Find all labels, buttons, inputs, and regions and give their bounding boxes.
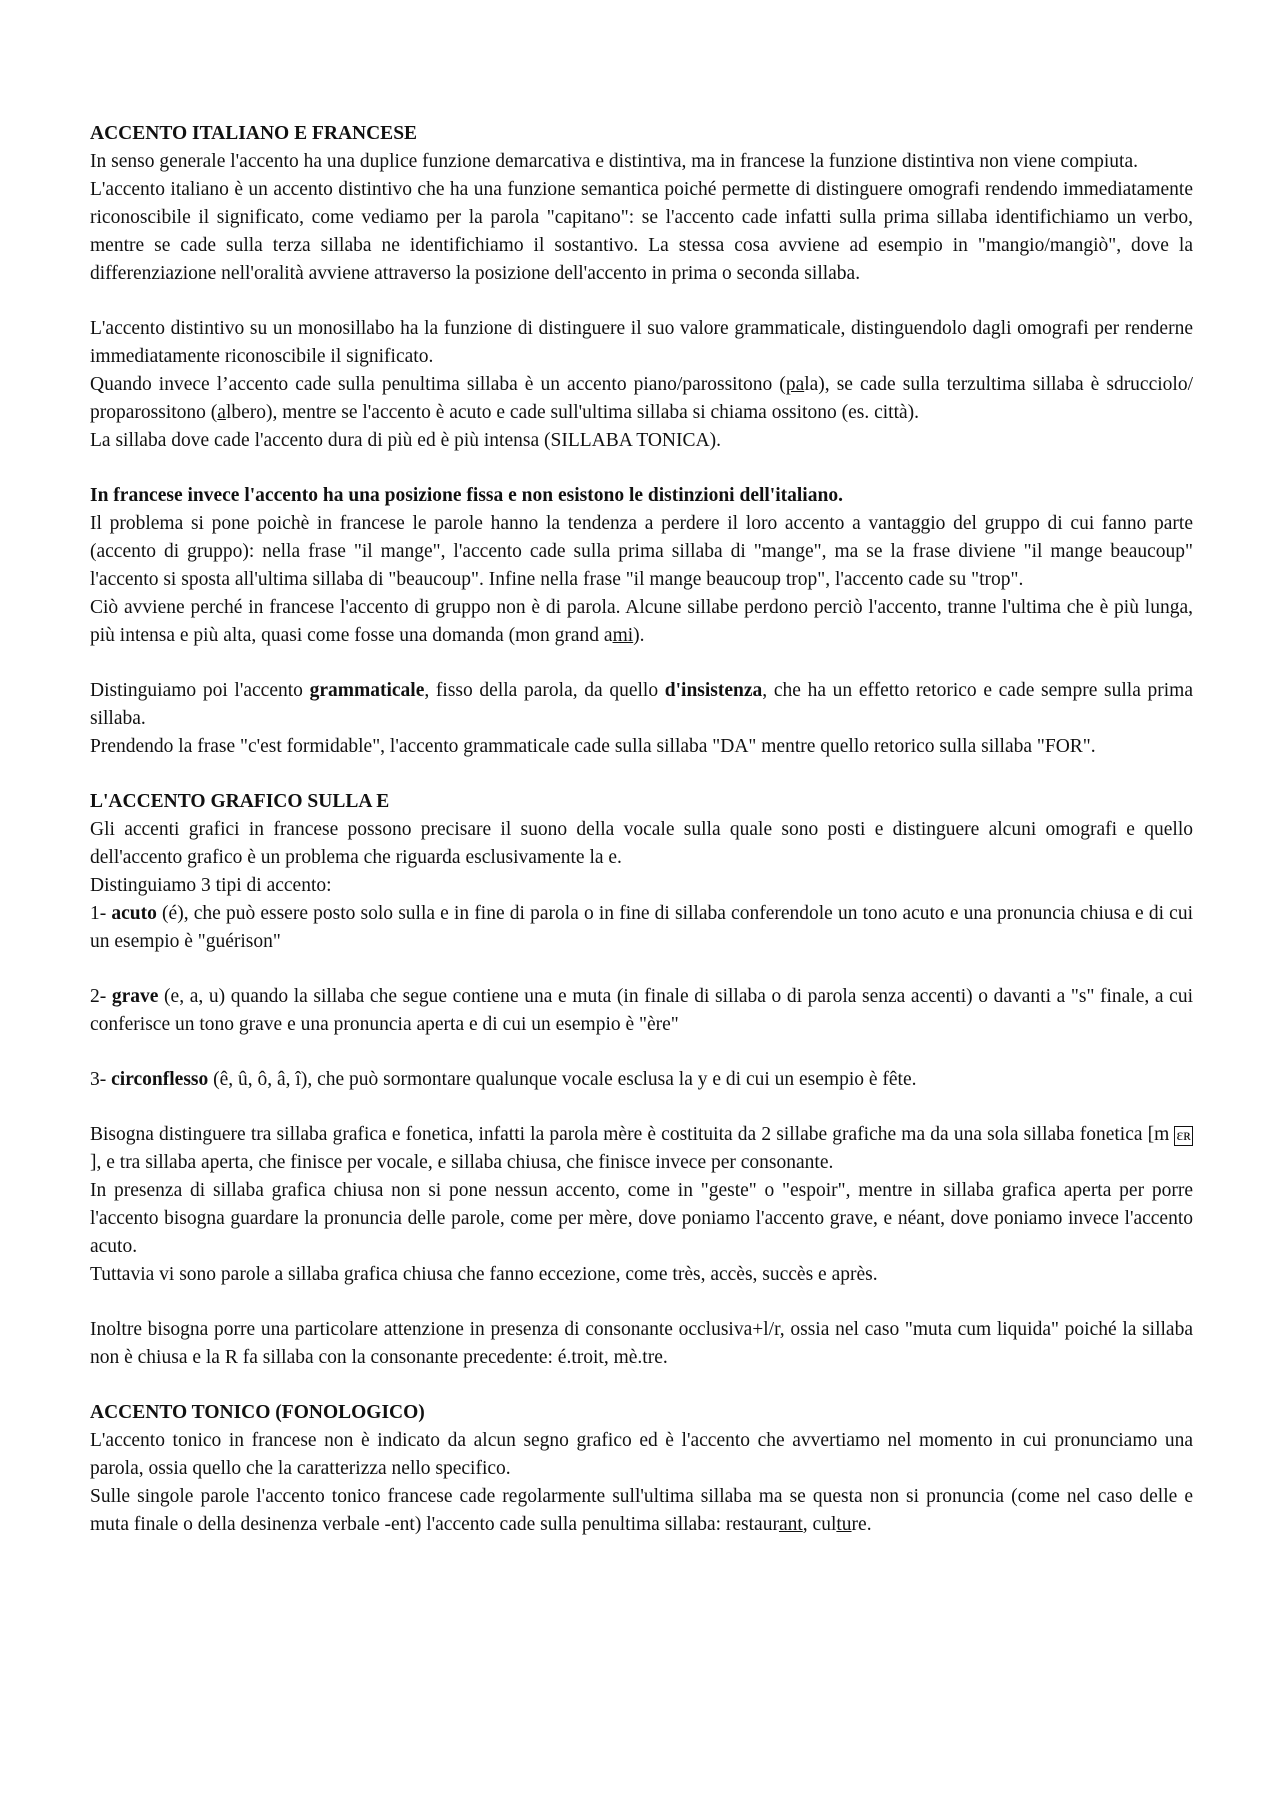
ipa-transcription: ɛʀ: [1176, 1127, 1191, 1144]
paragraph: L'accento distintivo su un monosillabo ha la funzione di distinguere il suo valore grammaticale, distinguendolo dagli omografi per renderne immediatamente riconoscibile il significato.: [90, 318, 1193, 367]
bold-text: In francese invece l'accento ha una posizione fissa e non esistono le distinzioni dell'italiano.: [90, 485, 843, 506]
spacer: [90, 1289, 1193, 1316]
paragraph: [90, 371, 1193, 427]
text-run: , cul: [802, 1514, 837, 1535]
paragraph: La sillaba dove cade l'accento dura di più ed è più intensa (SILLABA TONICA).: [90, 430, 721, 451]
paragraph: In presenza di sillaba grafica chiusa non si pone nessun accento, come in "geste" o "espoir", mentre in sillaba grafica aperta per porre l'accento bisogna guardare la pronuncia delle parole, come per mère, dove poniamo l'accento grave, e néant, dove poniamo invece l'accento acuto.: [90, 1180, 1193, 1257]
text-run: (ê, û, ô, â, î), che può sormontare qualunque vocale esclusa la y e di cui un esempio è fête.: [208, 1069, 917, 1090]
spacer: [90, 288, 1193, 315]
paragraph: L'accento italiano è un accento distintivo che ha una funzione semantica poiché permette di distinguere omografi rendendo immediatamente riconoscibile il significato, come vediamo per la parola "capitano": se l'accento cade infatti sulla prima sillaba identifichiamo un verbo, mentre se cade sulla terza sillaba ne identifichiamo il sostantivo. La stessa cosa avviene ad esempio in "mangio/mangiò", dove la differenziazione nell'oralità avviene attraverso la posizione dell'accento in prima o seconda sillaba.: [90, 179, 1193, 284]
paragraph: In senso generale l'accento ha una duplice funzione demarcativa e distintiva, ma in francese la funzione distintiva non viene compiuta.: [90, 151, 1138, 172]
paragraph: Distinguiamo 3 tipi di accento:: [90, 875, 332, 896]
paragraph: Il problema si pone poichè in francese le parole hanno la tendenza a perdere il loro accento a vantaggio del gruppo di cui fanno parte (accento di gruppo): nella frase "il mange", l'accento cade sulla prima sillaba di "mange", ma se la frase diviene "il mange beaucoup" l'accento si sposta all'ultima sillaba di "beaucoup". Infine nella frase "il mange beaucoup trop", l'accento cade su "trop".: [90, 513, 1193, 590]
underlined-syllable: pa: [785, 374, 805, 395]
list-item: [90, 1066, 1193, 1094]
paragraph: [90, 594, 1193, 650]
list-number: 2-: [90, 986, 112, 1007]
paragraph: [90, 1121, 1193, 1177]
list-number: 1-: [90, 903, 112, 924]
paragraph: Tuttavia vi sono parole a sillaba grafica chiusa che fanno eccezione, come très, accès, succès e après.: [90, 1264, 878, 1285]
bold-term: circonflesso: [111, 1069, 209, 1090]
text-run: ], e tra sillaba aperta, che finisce per vocale, e sillaba chiusa, che finisce invece per consonante.: [90, 1152, 834, 1173]
text-run: (é), che può essere posto solo sulla e in fine di parola o in fine di sillaba conferendole un tono acuto e una pronuncia chiusa e di cui un esempio è "guérison": [90, 903, 1193, 952]
text-run: (e, a, u) quando la sillaba che segue contiene una e muta (in finale di sillaba o di parola senza accenti) o davanti a "s" finale, a cui conferisce un tono grave e una pronuncia aperta e di cui un esempio è "ère": [90, 986, 1193, 1035]
spacer: [90, 1372, 1193, 1399]
text-run: la), se cade sulla terzultima sillaba è sdrucciolo/ proparossitono (: [90, 374, 1193, 423]
text-run: , che ha un effetto retorico e cade sempre sulla prima sillaba.: [90, 680, 1194, 729]
spacer: [90, 956, 1193, 983]
paragraph: Prendendo la frase "c'est formidable", l'accento grammaticale cade sulla sillaba "DA" mentre quello retorico sulla sillaba "FOR".: [90, 736, 1096, 757]
paragraph: Gli accenti grafici in francese possono precisare il suono della vocale sulla quale sono posti e distinguere alcuni omografi e quello dell'accento grafico è un problema che riguarda esclusivamente la e.: [90, 819, 1193, 868]
section-title-accento-grafico: L'ACCENTO GRAFICO SULLA E: [90, 791, 390, 812]
paragraph: L'accento tonico in francese non è indicato da alcun segno grafico ed è l'accento che avvertiamo nel momento in cui pronunciamo una parola, ossia quello che la caratterizza nello specifico.: [90, 1430, 1193, 1479]
paragraph: Inoltre bisogna porre una particolare attenzione in presenza di consonante occlusiva+l/r, ossia nel caso "muta cum liquida" poiché la sillaba non è chiusa e la R fa sillaba con la consonante precedente: é.troit, mè.tre.: [90, 1319, 1193, 1368]
underlined-syllable: mi: [612, 625, 634, 646]
paragraph: [90, 1483, 1193, 1539]
text-run: Ciò avviene perché in francese l'accento di gruppo non è di parola. Alcune sillabe perdono perciò l'accento, tranne l'ultima che è più lunga, più intensa e più alta, quasi come fosse una domanda (mon grand a: [90, 597, 1193, 646]
text-run: Distinguiamo poi l'accento: [90, 680, 310, 701]
spacer: [90, 1039, 1193, 1066]
spacer: [90, 650, 1193, 677]
section-title-accento-italiano-francese: ACCENTO ITALIANO E FRANCESE: [90, 123, 418, 144]
bold-term: grammaticale: [309, 680, 425, 701]
list-number: 3-: [90, 1069, 112, 1090]
text-run: Sulle singole parole l'accento tonico francese cade regolarmente sull'ultima sillaba ma se questa non si pronuncia (come nel caso delle e muta finale o della desinenza verbale -ent) l'accento cade sulla penultima sillaba: restaur: [90, 1486, 1193, 1535]
section-title-accento-tonico: ACCENTO TONICO (FONOLOGICO): [90, 1402, 425, 1423]
bold-term: acuto: [111, 903, 157, 924]
underlined-syllable: a: [217, 402, 226, 423]
text-run: Quando invece l’accento cade sulla penultima sillaba è un accento piano/parossitono (: [90, 374, 786, 395]
underlined-syllable: tu: [836, 1514, 852, 1535]
underlined-syllable: ant: [778, 1514, 803, 1535]
bold-statement: [90, 482, 1193, 510]
spacer: [90, 455, 1193, 482]
text-run: re.: [851, 1514, 872, 1535]
list-item: [90, 900, 1193, 956]
text-run: lbero), mentre se l'accento è acuto e cade sull'ultima sillaba si chiama ossitono (es. città).: [225, 402, 920, 423]
text-run: Bisogna distinguere tra sillaba grafica e fonetica, infatti la parola mère è costituita da 2 sillabe grafiche ma da una sola sillaba fonetica [m: [90, 1124, 1175, 1145]
text-run: ).: [633, 625, 645, 646]
spacer: [90, 1094, 1193, 1121]
bold-term: d'insistenza: [664, 680, 763, 701]
bold-term: grave: [111, 986, 159, 1007]
paragraph: [90, 677, 1193, 733]
text-run: , fisso della parola, da quello: [424, 680, 665, 701]
list-item: [90, 983, 1193, 1039]
spacer: [90, 761, 1193, 788]
